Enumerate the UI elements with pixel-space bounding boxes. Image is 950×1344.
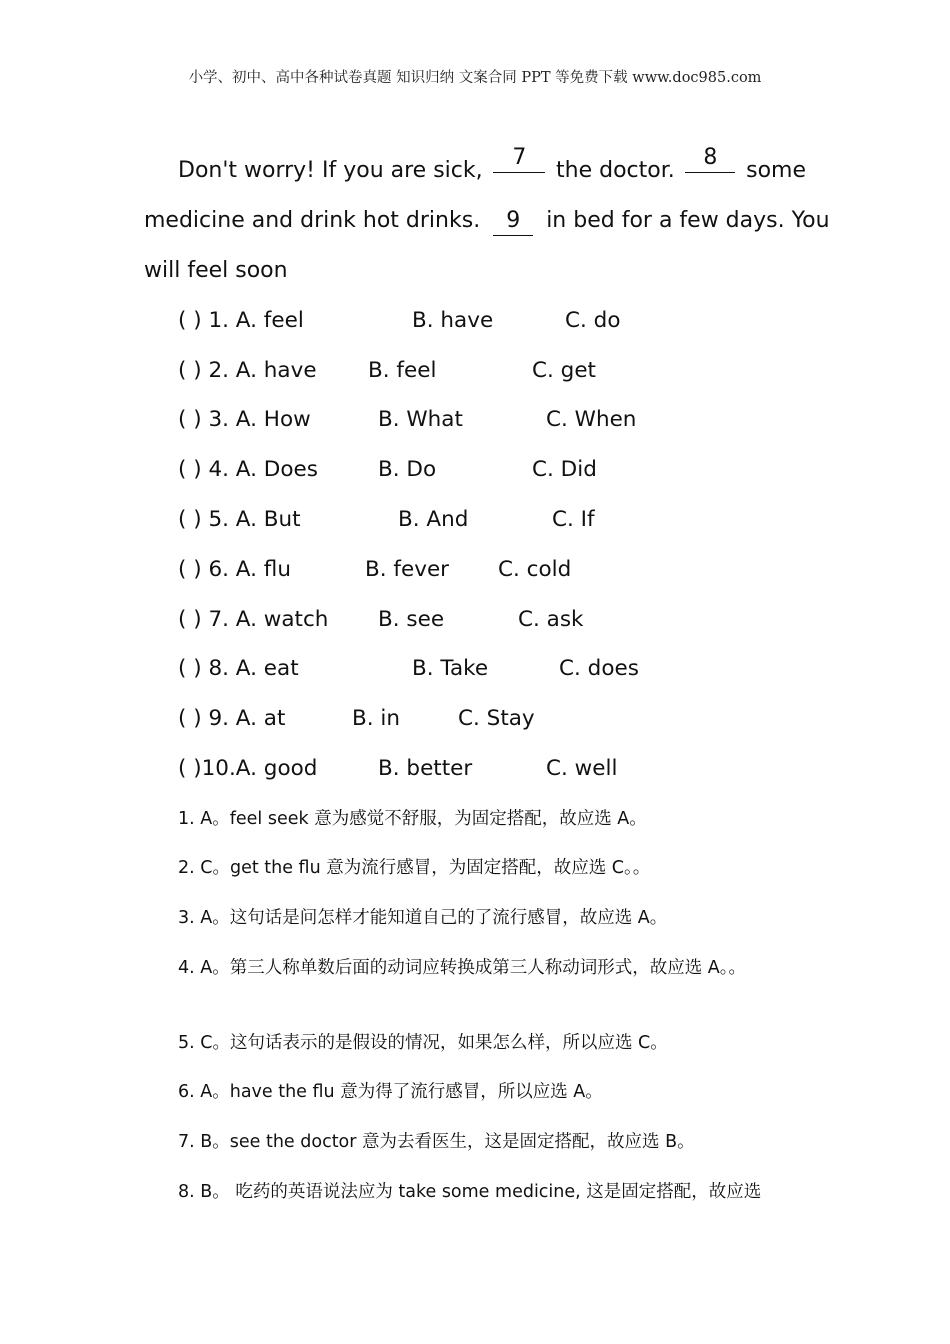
option-b: B. in bbox=[352, 706, 401, 731]
answer-8: 8. B。 吃药的英语说法应为 take some medicine, 这是固定搭配，故应选 bbox=[178, 1182, 762, 1202]
passage-text: the doctor. bbox=[556, 158, 675, 183]
passage-line-2 bbox=[144, 196, 830, 246]
answer-6: 6. A。have the flu 意为得了流行感冒，所以应选 A。 bbox=[178, 1082, 603, 1102]
option-c: C. Did bbox=[532, 457, 597, 482]
option-c: C. do bbox=[565, 308, 621, 333]
option-c: C. cold bbox=[498, 557, 572, 582]
option-c: C. does bbox=[559, 656, 639, 681]
passage-line-1 bbox=[144, 146, 806, 196]
question-stem: ( )10.A. good bbox=[178, 756, 318, 781]
question-stem: ( ) 3. A. How bbox=[178, 407, 311, 432]
answer-5: 5. C。这句话表示的是假设的情况，如果怎么样，所以应选 C。 bbox=[178, 1033, 668, 1053]
option-c: C. well bbox=[546, 756, 618, 781]
question-stem: ( ) 4. A. Does bbox=[178, 457, 318, 482]
option-b: B. better bbox=[378, 756, 473, 781]
passage-text: will feel soon bbox=[144, 258, 288, 283]
option-b: B. feel bbox=[368, 358, 437, 383]
question-stem: ( ) 8. A. eat bbox=[178, 656, 299, 681]
option-c: C. Stay bbox=[458, 706, 535, 731]
option-b: B. And bbox=[398, 507, 469, 532]
page-header: 小学、初中、高中各种试卷真题 知识归纳 文案合同 PPT 等免费下载 www.doc985.com bbox=[188, 70, 762, 86]
question-stem: ( ) 9. A. at bbox=[178, 706, 286, 731]
option-b: B. have bbox=[412, 308, 494, 333]
option-b: B. What bbox=[378, 407, 463, 432]
answer-7: 7. B。see the doctor 意为去看医生，这是固定搭配，故应选 B。 bbox=[178, 1132, 695, 1152]
question-stem: ( ) 5. A. But bbox=[178, 507, 301, 532]
passage-text: Don't worry! If you are sick, bbox=[178, 158, 483, 183]
option-c: C. get bbox=[532, 358, 596, 383]
blank-9: 9 bbox=[493, 209, 533, 236]
question-stem: ( ) 6. A. flu bbox=[178, 557, 291, 582]
passage-text: some bbox=[746, 158, 806, 183]
question-stem: ( ) 7. A. watch bbox=[178, 607, 329, 632]
option-c: C. When bbox=[546, 407, 637, 432]
question-stem: ( ) 2. A. have bbox=[178, 358, 317, 383]
option-b: B. Do bbox=[378, 457, 437, 482]
option-c: C. If bbox=[552, 507, 595, 532]
answer-4: 4. A。第三人称单数后面的动词应转换成第三人称动词形式，故应选 A。。 bbox=[178, 958, 747, 978]
option-b: B. Take bbox=[412, 656, 489, 681]
option-b: B. fever bbox=[365, 557, 450, 582]
passage-line-3 bbox=[144, 246, 806, 296]
question-stem: ( ) 1. A. feel bbox=[178, 308, 304, 333]
passage-text: medicine and drink hot drinks. bbox=[144, 208, 481, 233]
blank-8: 8 bbox=[685, 146, 735, 173]
answer-3: 3. A。这句话是问怎样才能知道自己的了流行感冒，故应选 A。 bbox=[178, 908, 668, 928]
blank-7: 7 bbox=[493, 146, 545, 173]
passage-text: in bed for a few days. You bbox=[546, 208, 830, 233]
option-b: B. see bbox=[378, 607, 445, 632]
answer-1: 1. A。feel seek 意为感觉不舒服，为固定搭配，故应选 A。 bbox=[178, 809, 647, 829]
answer-2: 2. C。get the flu 意为流行感冒，为固定搭配，故应选 C。。 bbox=[178, 858, 651, 878]
option-c: C. ask bbox=[518, 607, 584, 632]
